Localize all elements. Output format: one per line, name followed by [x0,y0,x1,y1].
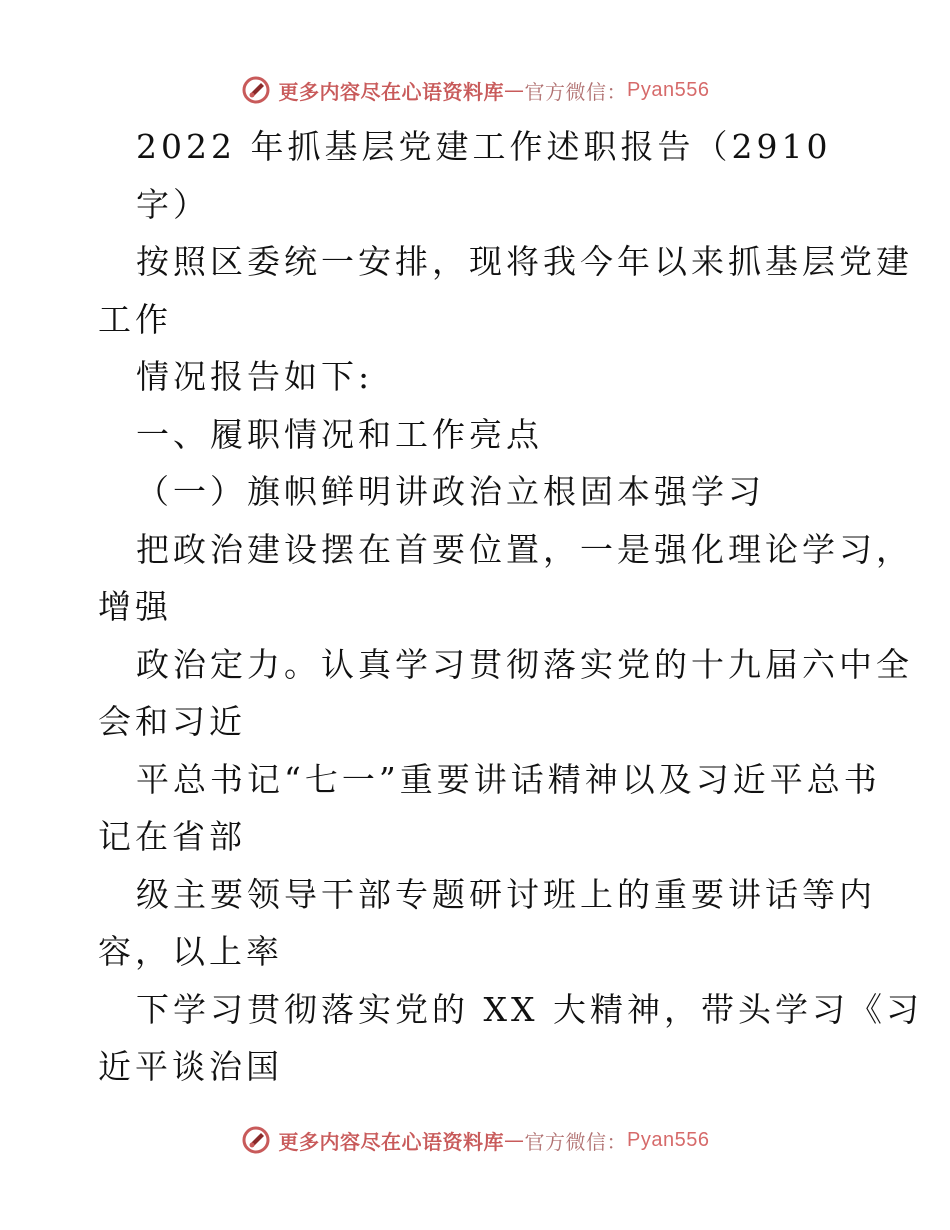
banner-wechat-id: Pyan556 [627,78,710,101]
text-line: 平总书记“七一”重要讲话精神以及习近平总书 [136,759,881,799]
text-line: 2022 年抓基层党建工作述职报告（2910 [136,127,832,166]
banner-dash: — [504,1128,525,1152]
footer-watermark-banner [0,1120,950,1160]
text-line: 政治定力。认真学习贯彻落实党的十九届六中全 [136,644,913,684]
text-line: 一、履职情况和工作亮点 [136,414,543,454]
logo-icon [241,75,271,105]
text-line: 情况报告如下: [136,357,374,396]
text-line: 按照区委统一安排，现将我今年以来抓基层党建 [136,242,913,281]
text-line: 把政治建设摆在首要位置，一是强化理论学习， [136,529,913,569]
banner-dash: — [504,78,525,102]
document-body [98,118,923,1096]
banner-main-text: 更多内容尽在心语资料库 [278,1129,505,1154]
text-line: （一）旗帜鲜明讲政治立根固本强学习 [136,472,765,511]
text-line: 下学习贯彻落实党的 XX 大精神，带头学习《习 [136,989,923,1029]
text-line: 近平谈治国 [98,1047,283,1086]
header-watermark-banner [0,70,950,110]
banner-main-text: 更多内容尽在心语资料库 [278,79,505,104]
text-line: 工作 [98,299,172,339]
text-line: 字） [136,184,210,224]
logo-icon [241,1125,271,1155]
banner-sub-text: 官方微信： [524,1129,628,1154]
text-line: 增强 [98,587,172,626]
text-line: 容，以上率 [98,932,283,971]
text-line: 记在省部 [98,817,246,856]
banner-wechat-id: Pyan556 [627,1128,710,1151]
text-line: 会和习近 [98,702,246,741]
text-line: 级主要领导干部专题研讨班上的重要讲话等内 [136,874,876,914]
banner-sub-text: 官方微信： [524,79,628,104]
